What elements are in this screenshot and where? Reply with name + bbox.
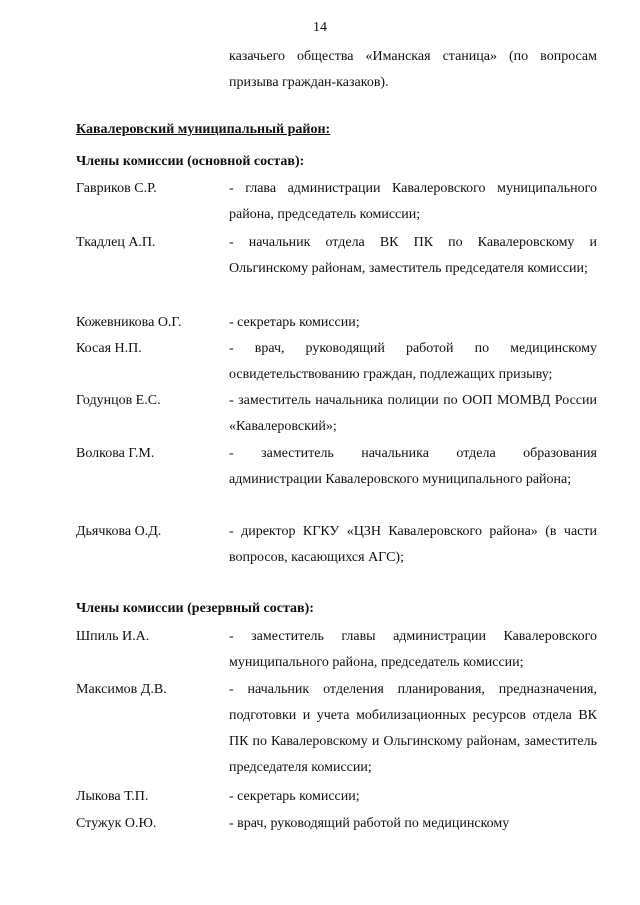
page-number: 14 [313, 20, 327, 35]
member-role: - заместитель главы администрации Кавалеровского муниципального района, председатель комиссии; [229, 629, 597, 670]
member-name: Волкова Г.М. [76, 446, 155, 461]
member-role: - заместитель начальника полиции по ООП МОМВД России «Кавалеровский»; [229, 393, 597, 434]
district-heading: Кавалеровский муниципальный район: [76, 122, 331, 137]
main-composition-heading: Члены комиссии (основной состав): [76, 154, 305, 169]
member-name: Лыкова Т.П. [76, 789, 149, 804]
member-name: Годунцов Е.С. [76, 393, 161, 408]
member-name: Стужук О.Ю. [76, 816, 157, 831]
intro-text: казачьего общества «Иманская станица» (по вопросам призыва граждан-казаков). [229, 49, 597, 90]
member-name: Гавриков С.Р. [76, 181, 157, 196]
member-role: - начальник отдела ВК ПК по Кавалеровскому и Ольгинскому районам, заместитель председателя комиссии; [229, 235, 597, 276]
member-role: - заместитель начальника отдела образования администрации Кавалеровского муниципального района; [229, 446, 597, 487]
member-role: - секретарь комиссии; [229, 789, 360, 804]
member-role: - врач, руководящий работой по медицинскому [229, 816, 510, 831]
member-role: - врач, руководящий работой по медицинскому освидетельствованию граждан, подлежащих призыву; [229, 341, 597, 382]
member-role: - секретарь комиссии; [229, 315, 360, 330]
member-name: Дьячкова О.Д. [76, 524, 162, 539]
member-name: Максимов Д.В. [76, 682, 167, 697]
member-name: Кожевникова О.Г. [76, 315, 182, 330]
member-name: Косая Н.П. [76, 341, 142, 356]
member-name: Шпиль И.А. [76, 629, 150, 644]
member-role: - начальник отделения планирования, предназначения, подготовки и учета мобилизационных ресурсов отдела ВК ПК по Кавалеровскому и Ольгинскому районам, заместитель председателя комиссии; [229, 682, 597, 775]
member-name: Ткадлец А.П. [76, 235, 156, 250]
reserve-composition-heading: Члены комиссии (резервный состав): [76, 601, 314, 616]
member-role: - директор КГКУ «ЦЗН Кавалеровского района» (в части вопросов, касающихся АГС); [229, 524, 597, 565]
member-role: - глава администрации Кавалеровского муниципального района, председатель комиссии; [229, 181, 597, 222]
